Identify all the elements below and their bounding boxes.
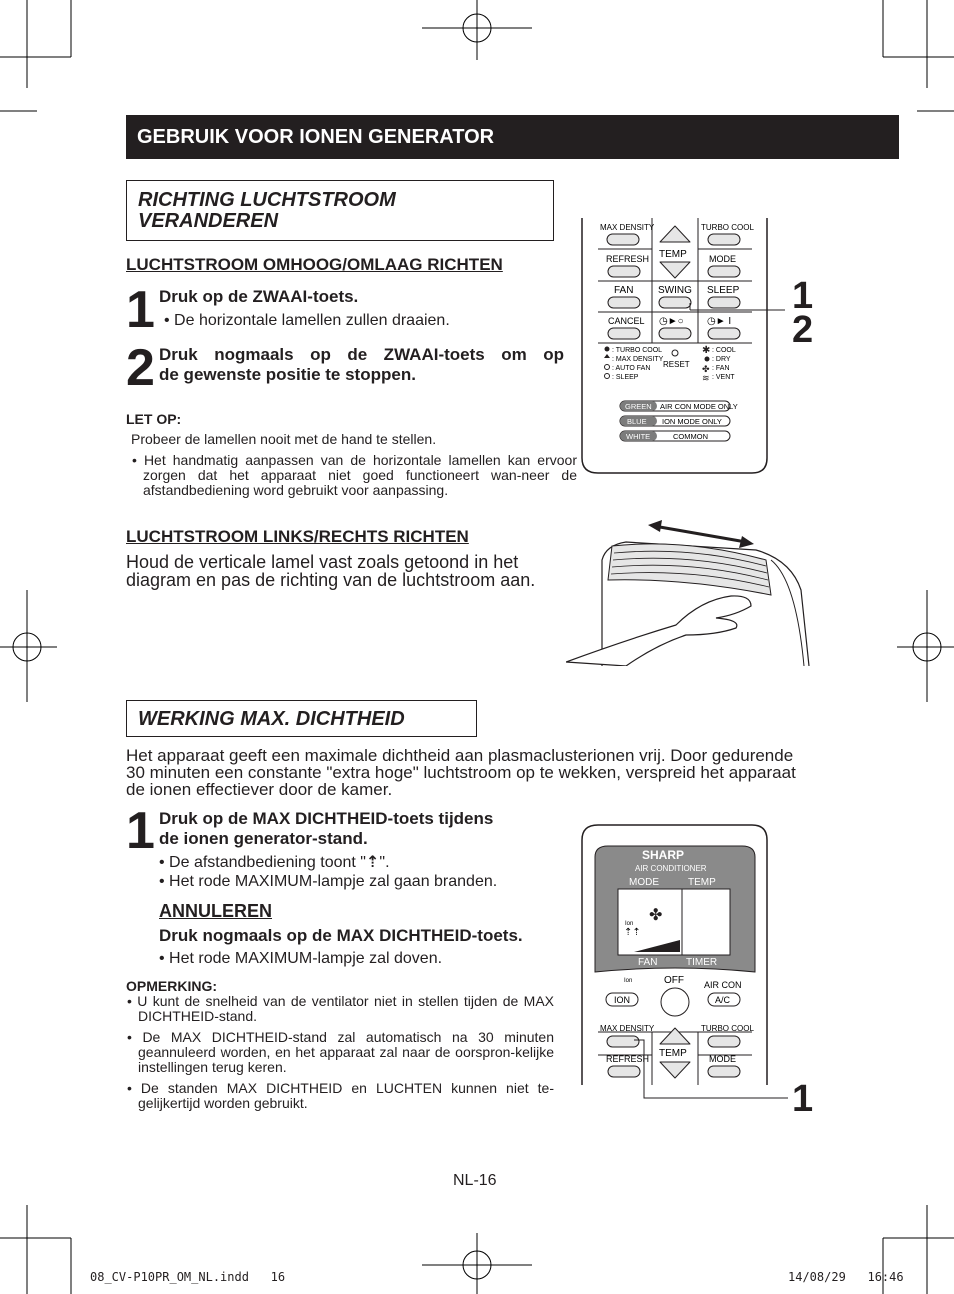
svg-text:≋: ≋ [702, 373, 710, 383]
cancel-button[interactable] [608, 328, 640, 339]
legend-item: : AUTO FAN [612, 365, 651, 372]
paragraph [126, 747, 796, 798]
step-bullet-line: • Het rode MAXIMUM-lampje zal gaan branden. [159, 873, 498, 890]
file-name: 08_CV-P10PR_OM_NL.indd 16 [90, 1270, 286, 1284]
callout-leader-line [630, 1038, 790, 1102]
sleep-label: SLEEP [707, 285, 740, 296]
bullet-text: ". [379, 854, 390, 871]
note-list [126, 994, 554, 1111]
caution-label: LET OP: [126, 411, 182, 427]
double-arrow-icon [654, 526, 746, 542]
remote-control-illustration [580, 215, 770, 477]
cancel-label: CANCEL [608, 316, 645, 326]
callout-number: 2 [792, 309, 814, 351]
display-fan: FAN [638, 957, 658, 968]
paragraph-line: de ionen effectiever door de kamer. [126, 780, 393, 799]
temp-label: TEMP [659, 1048, 687, 1059]
section-title-box: WERKING MAX. DICHTHEID [126, 700, 477, 737]
max-density-icon: ⇡ [365, 854, 380, 871]
paragraph-line: 30 minuten een constante "extra hoge" luchtstroom op te wekken, verspreid het apparaat [126, 763, 796, 782]
subheading: LUCHTSTROOM LINKS/RECHTS RICHTEN [126, 527, 469, 546]
temp-label: TEMP [659, 249, 687, 260]
timer-on-button[interactable] [708, 328, 740, 339]
step-number: 2 [126, 339, 155, 397]
color-row-label: ION MODE ONLY [662, 417, 722, 426]
refresh-label: REFRESH [606, 1054, 650, 1064]
turbo-cool-label: TURBO COOL [701, 1024, 754, 1033]
legend-item: : SLEEP [612, 374, 639, 381]
page-number: NL-16 [453, 1172, 497, 1189]
subheading: LUCHTSTROOM OMHOOG/OMLAAG RICHTEN [126, 255, 503, 274]
step-title [159, 345, 564, 385]
step-bullet-line [159, 853, 497, 872]
mode-button[interactable] [708, 266, 740, 277]
step-bullet: • De horizontale lamellen zullen draaien. [164, 312, 450, 329]
display-timer: TIMER [686, 957, 718, 968]
step-bullet: • Het rode MAXIMUM-lampje zal doven. [159, 950, 443, 967]
note-label: OPMERKING: [126, 978, 217, 994]
timer-on-label: ◷► I [707, 316, 732, 327]
airflow-unit-illustration [566, 520, 810, 666]
display-subtitle: AIR CONDITIONER [635, 864, 707, 873]
paragraph [126, 553, 535, 589]
step-title [159, 809, 493, 849]
note-item: • De MAX DICHTHEID-stand zal automatisch na 30 minuten geannuleerd worden, en het apparaat zal naar de oorspron-kelijke instellingen terug keren. [127, 1029, 554, 1075]
subheading: ANNULEREN [159, 901, 273, 921]
note-item: • U kunt de snelheid van de ventilator niet in stellen tijden de MAX DICHTHEID-stand. [127, 993, 554, 1024]
step-title-line: Druk nogmaals op de ZWAAI-toets om op [159, 345, 564, 364]
paragraph-line: Het apparaat geeft een maximale dichtheid aan plasmaclusterionen vrij. Door gedurende [126, 746, 794, 765]
callout-number: 1 [792, 275, 814, 317]
note-item: • De standen MAX DICHTHEID en LUCHTEN kunnen niet te-gelijkertijd worden gebruikt. [127, 1080, 554, 1111]
step-title: Druk op de ZWAAI-toets. [159, 287, 359, 306]
fan-icon: ✤ [649, 907, 663, 924]
max-density-button[interactable] [607, 234, 639, 245]
color-row-color: WHITE [626, 432, 651, 441]
mode-label: MODE [709, 1054, 736, 1064]
legend-item: : VENT [712, 374, 735, 381]
section-title-box [126, 180, 554, 241]
svg-text:✱: ✱ [702, 345, 711, 356]
fan-label: FAN [614, 285, 634, 296]
display-temp: TEMP [688, 877, 716, 888]
ion-label: ION [614, 995, 631, 1005]
paragraph-line: Houd de verticale lamel vast zoals getoond in het [126, 552, 519, 572]
print-date: 14/08/29 16:46 [788, 1270, 904, 1284]
step-title-line: de gewenste positie te stoppen. [159, 365, 416, 384]
legend-item: : COOL [712, 347, 736, 354]
mode-label: MODE [709, 254, 736, 264]
callout-leader-lines [680, 295, 800, 315]
brand-logo: SHARP [642, 848, 685, 862]
bullet-text: • De afstandbediening toont " [159, 854, 366, 871]
cancel-instruction: Druk nogmaals op de MAX DICHTHEID-toets. [159, 926, 523, 945]
color-row-label: COMMON [673, 432, 708, 441]
reset-label: RESET [663, 360, 690, 369]
step-number: 1 [126, 281, 155, 339]
svg-text:✤: ✤ [702, 364, 710, 374]
turbo-cool-label: TURBO COOL [701, 223, 754, 232]
legend-item: : DRY [712, 356, 731, 363]
color-row-color: BLUE [627, 417, 647, 426]
section-header: GEBRUIK VOOR IONEN GENERATOR [126, 115, 899, 159]
timer-off-label: ◷►○ [659, 316, 684, 327]
ion-small-label: Ion [624, 978, 633, 984]
max-density-icon: ⇡⇡ [624, 927, 641, 938]
step-title-line: Druk op de MAX DICHTHEID-toets tijdens [159, 809, 494, 828]
max-density-label: MAX DENSITY [600, 1024, 655, 1033]
off-button[interactable] [661, 988, 689, 1016]
section-title-line: RICHTING LUCHTSTROOM [138, 189, 396, 211]
refresh-label: REFRESH [606, 254, 650, 264]
step-title-line: de ionen generator-stand. [159, 829, 368, 848]
aircon-label: AIR CON [704, 980, 742, 990]
off-label: OFF [664, 975, 684, 986]
swing-label: SWING [658, 285, 692, 296]
max-density-label: MAX DENSITY [600, 223, 655, 232]
fan-button[interactable] [608, 297, 640, 308]
caution-bullet: • Het handmatig aanpassen van de horizontale lamellen kan ervoor zorgen dat het apparaat niet goed functioneert wan-neer de afstandbediening word gebruikt voor aanpassing. [132, 452, 577, 498]
section-title-line: VERANDEREN [138, 210, 279, 232]
color-row-color: GREEN [625, 402, 652, 411]
caution-text: Probeer de lamellen nooit met de hand te stellen. [131, 431, 437, 447]
legend-item: : FAN [712, 365, 730, 372]
lcd-ion-label: Ion [625, 921, 634, 927]
ac-label: A/C [715, 995, 731, 1005]
paragraph-line: diagram en pas de richting van de luchtstroom aan. [126, 570, 536, 590]
legend-item: : TURBO COOL [612, 347, 663, 354]
color-row-label: AIR CON MODE ONLY [660, 402, 738, 411]
callout-number: 1 [792, 1078, 814, 1120]
display-mode: MODE [629, 877, 659, 888]
refresh-button[interactable] [608, 266, 640, 277]
timer-off-button[interactable] [659, 328, 691, 339]
turbo-cool-button[interactable] [708, 234, 740, 245]
step-number: 1 [126, 802, 155, 860]
step-bullet [159, 853, 497, 891]
legend-item: : MAX DENSITY [612, 356, 664, 363]
